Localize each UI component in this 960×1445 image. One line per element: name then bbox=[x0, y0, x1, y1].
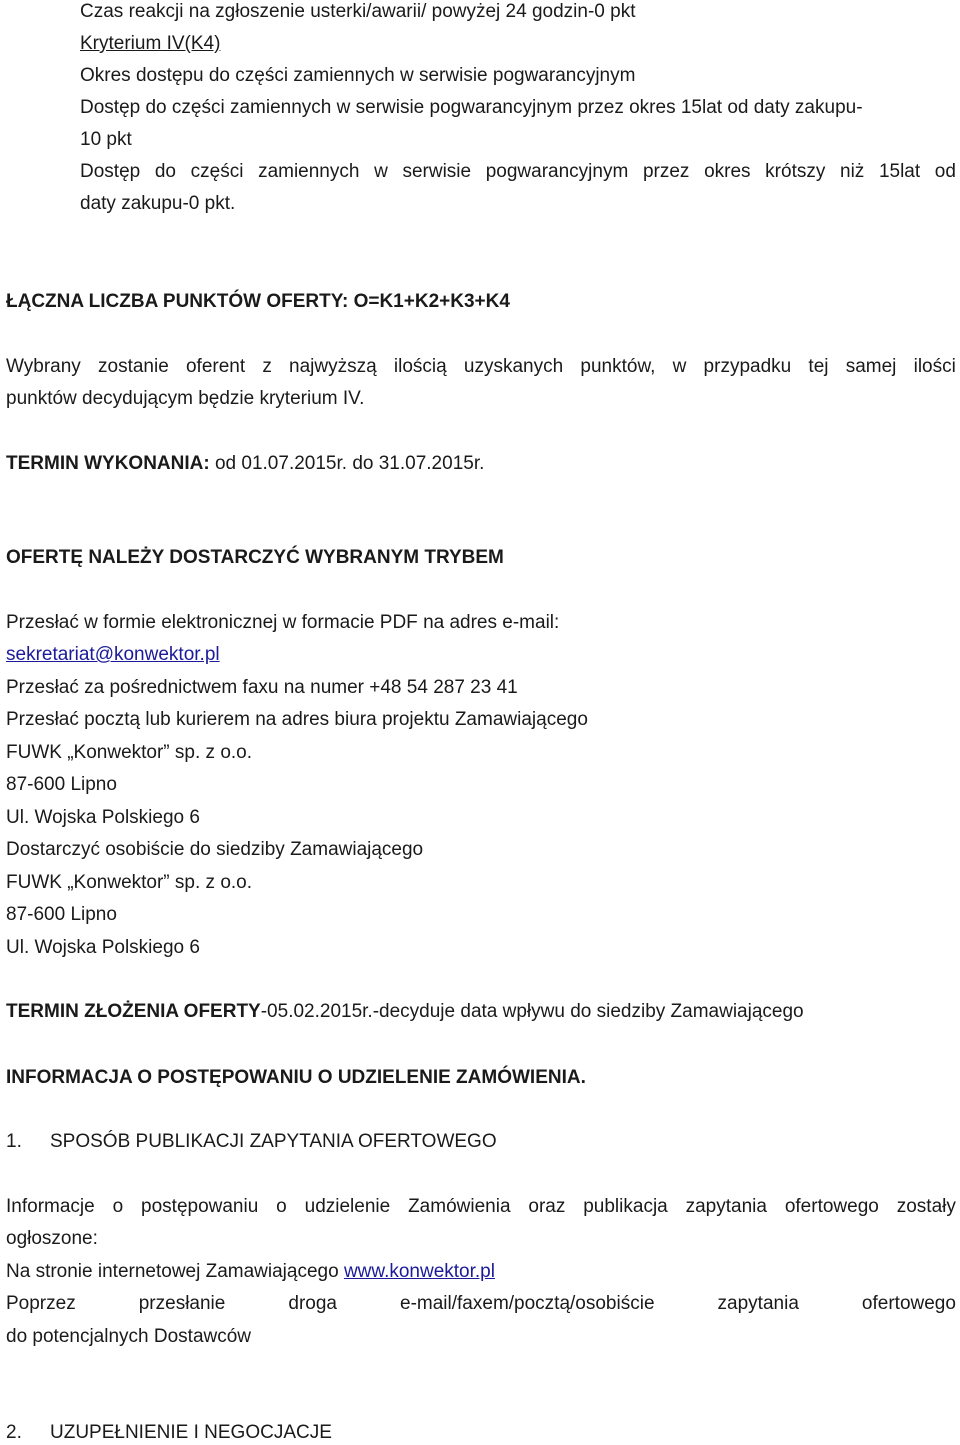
word: droga bbox=[288, 1293, 337, 1314]
word: oferent bbox=[185, 356, 246, 377]
publication-mail-line-1 bbox=[6, 1292, 956, 1316]
word: zostanie bbox=[98, 356, 169, 377]
criterion-4-subheading: Okres dostępu do części zamiennych w serwisie pogwarancyjnym bbox=[80, 65, 636, 86]
submission-deadline bbox=[6, 1000, 956, 1024]
execution-deadline-value: od 01.07.2015r. do 31.07.2015r. bbox=[209, 453, 485, 474]
delivery-personal-street: Ul. Wojska Polskiego 6 bbox=[6, 937, 200, 958]
criterion-4-heading: Kryterium IV(K4) bbox=[80, 33, 221, 54]
publication-website-label: Na stronie internetowej Zamawiającego bbox=[6, 1261, 344, 1282]
publication-info-line-2: ogłoszone: bbox=[6, 1228, 98, 1249]
delivery-personal-company: FUWK „Konwektor” sp. z o.o. bbox=[6, 872, 253, 893]
word: Wybrany bbox=[6, 356, 81, 377]
publication-info-line-1 bbox=[6, 1195, 956, 1219]
word: przesłanie bbox=[138, 1293, 226, 1314]
execution-deadline bbox=[6, 452, 956, 476]
word: ofertowego bbox=[861, 1293, 956, 1314]
word: Dostęp bbox=[80, 161, 141, 182]
word: pogwarancyjnym bbox=[485, 161, 629, 182]
word: publikacja bbox=[583, 1196, 668, 1217]
word: o bbox=[276, 1196, 287, 1217]
delivery-post-intro: Przesłać pocztą lub kurierem na adres biura projektu Zamawiającego bbox=[6, 709, 588, 730]
word: oraz bbox=[528, 1196, 566, 1217]
selection-rule-line-2: punktów decydującym będzie kryterium IV. bbox=[6, 388, 365, 409]
word: ilością bbox=[393, 356, 447, 377]
word: w bbox=[672, 356, 687, 377]
criterion-3-lowest-option: Czas reakcji na zgłoszenie usterki/awarii/ powyżej 24 godzin-0 pkt bbox=[80, 1, 636, 22]
criterion-4-option-2-line-2: daty zakupu-0 pkt. bbox=[80, 193, 236, 214]
word: z bbox=[262, 356, 272, 377]
word: e-mail/faxem/pocztą/osobiście bbox=[400, 1293, 655, 1314]
word: od bbox=[934, 161, 956, 182]
delivery-email-link[interactable]: sekretariat@konwektor.pl bbox=[6, 644, 220, 665]
section-1-title: SPOSÓB PUBLIKACJI ZAPYTANIA OFERTOWEGO bbox=[50, 1131, 497, 1152]
word: zapytania bbox=[717, 1293, 799, 1314]
delivery-post-street: Ul. Wojska Polskiego 6 bbox=[6, 807, 200, 828]
word: uzyskanych bbox=[463, 356, 564, 377]
word: zamiennych bbox=[258, 161, 360, 182]
delivery-post-city: 87-600 Lipno bbox=[6, 774, 117, 795]
word: postępowaniu bbox=[141, 1196, 259, 1217]
word: Informacje bbox=[6, 1196, 95, 1217]
word: udzielenie bbox=[304, 1196, 391, 1217]
word: przez bbox=[642, 161, 690, 182]
criterion-4-option-2-line-1 bbox=[80, 160, 956, 184]
word: w bbox=[374, 161, 388, 182]
section-1-heading bbox=[6, 1130, 956, 1154]
word: niż bbox=[840, 161, 865, 182]
word: o bbox=[112, 1196, 124, 1217]
delivery-personal-intro: Dostarczyć osobiście do siedziby Zamawiającego bbox=[6, 839, 424, 860]
delivery-post-company: FUWK „Konwektor” sp. z o.o. bbox=[6, 742, 253, 763]
word: samej bbox=[845, 356, 897, 377]
word: tej bbox=[808, 356, 829, 377]
section-2-title: UZUPEŁNIENIE I NEGOCJACJE bbox=[50, 1422, 332, 1443]
word: ilości bbox=[913, 356, 956, 377]
execution-deadline-label: TERMIN WYKONANIA: bbox=[6, 453, 210, 474]
procedure-info-heading: INFORMACJA O POSTĘPOWANIU O UDZIELENIE ZAMÓWIENIA. bbox=[6, 1067, 586, 1088]
word: zostały bbox=[896, 1196, 956, 1217]
publication-website-link[interactable]: www.konwektor.pl bbox=[343, 1261, 495, 1282]
delivery-email-line bbox=[6, 643, 956, 667]
word: części bbox=[190, 161, 244, 182]
section-2-number: 2. bbox=[6, 1422, 22, 1443]
publication-mail-line-2: do potencjalnych Dostawców bbox=[6, 1326, 252, 1347]
publication-website bbox=[6, 1260, 956, 1284]
word: punktów, bbox=[580, 356, 656, 377]
word: Zamówienia bbox=[408, 1196, 511, 1217]
word: przypadku bbox=[703, 356, 792, 377]
selection-rule-line-1 bbox=[6, 355, 956, 379]
submission-deadline-label: TERMIN ZŁOŻENIA OFERTY bbox=[6, 1001, 261, 1022]
word: 15lat bbox=[878, 161, 921, 182]
submission-deadline-value: -05.02.2015r.-decyduje data wpływu do siedziby Zamawiającego bbox=[260, 1001, 804, 1022]
delivery-fax: Przesłać za pośrednictwem faxu na numer +48 54 287 23 41 bbox=[6, 677, 518, 698]
word: najwyższą bbox=[289, 356, 377, 377]
section-1-number: 1. bbox=[6, 1131, 22, 1152]
word: serwisie bbox=[402, 161, 472, 182]
total-points-formula: ŁĄCZNA LICZBA PUNKTÓW OFERTY: O=K1+K2+K3+K4 bbox=[6, 291, 510, 312]
word: okres bbox=[704, 161, 751, 182]
word: ofertowego bbox=[784, 1196, 879, 1217]
delivery-personal-city: 87-600 Lipno bbox=[6, 904, 117, 925]
delivery-heading: OFERTĘ NALEŻY DOSTARCZYĆ WYBRANYM TRYBEM bbox=[6, 547, 504, 568]
section-2-heading bbox=[6, 1421, 956, 1445]
delivery-email-intro: Przesłać w formie elektronicznej w formacie PDF na adres e-mail: bbox=[6, 612, 560, 633]
criterion-4-option-1-line-1: Dostęp do części zamiennych w serwisie pogwarancyjnym przez okres 15lat od daty zakupu- bbox=[80, 97, 863, 118]
word: Poprzez bbox=[6, 1293, 76, 1314]
word: krótszy bbox=[765, 161, 826, 182]
word: zapytania bbox=[685, 1196, 767, 1217]
word: do bbox=[154, 161, 176, 182]
criterion-4-option-1-line-2: 10 pkt bbox=[80, 129, 132, 150]
